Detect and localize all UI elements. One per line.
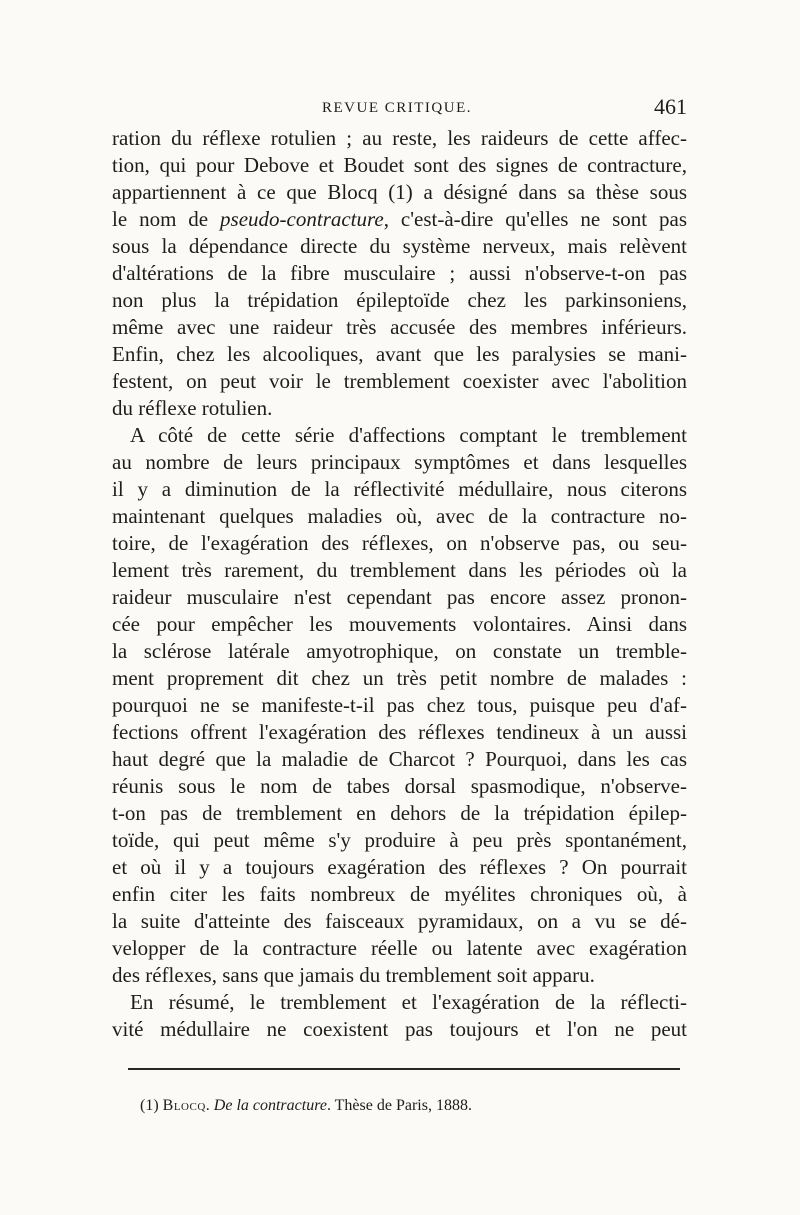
text-line: vité médullaire ne coexistent pas toujours et l'on ne peut [112,1017,687,1041]
footnote-marker: (1) [140,1097,163,1114]
text-line: maintenant quelques maladies où, avec de la contracture no- [112,504,687,528]
text-line: pourquoi ne se manifeste-t-il pas chez tous, puisque peu d'af- [112,693,687,717]
text-line: ration du réflexe rotulien ; au reste, les raideurs de cette affec- [112,126,687,150]
text-line: Enfin, chez les alcooliques, avant que les paralysies se mani- [112,342,687,366]
text-line: tion, qui pour Debove et Boudet sont des signes de contracture, [112,153,687,177]
text-line: lement très rarement, du tremblement dans les périodes où la [112,558,687,582]
text-line: A côté de cette série d'affections comptant le tremblement [130,423,687,447]
text-line: il y a diminution de la réflectivité médullaire, nous citerons [112,477,687,501]
text-line: non plus la trépidation épileptoïde chez les parkinsoniens, [112,288,687,312]
text-line: même avec une raideur très accusée des membres inférieurs. [112,315,687,339]
text-line: enfin citer les faits nombreux de myélites chroniques où, à [112,882,687,906]
footnote-title: De la contracture [213,1097,327,1114]
text-line [112,206,687,233]
text-line: haut degré que la maladie de Charcot ? Pourquoi, dans les cas [112,747,687,771]
text-line: des réflexes, sans que jamais du tremblement soit apparu. [112,963,595,987]
text-line: velopper de la contracture réelle ou latente avec exagération [112,936,687,960]
footnote-author: Blocq [162,1097,206,1114]
text-line: festent, on peut voir le tremblement coexister avec l'abolition [112,369,687,393]
text-line: toïde, qui peut même s'y produire à peu près spontanément, [112,828,687,852]
footnote-separator: . [205,1097,214,1114]
footnote-rule [128,1068,680,1070]
text-line: ment proprement dit chez un très petit nombre de malades : [112,666,687,690]
text-line: raideur musculaire n'est cependant pas encore assez pronon- [112,585,687,609]
text-line: la suite d'atteinte des faisceaux pyramidaux, on a vu se dé- [112,909,687,933]
footnote-details: . Thèse de Paris, 1888. [326,1097,472,1114]
italic-term: pseudo-contracture [220,207,384,231]
text-line: En résumé, le tremblement et l'exagération de la réflecti- [130,990,687,1014]
text-line: t-on pas de tremblement en dehors de la trépidation épilep- [112,801,687,825]
text-line: et où il y a toujours exagération des réflexes ? On pourrait [112,855,687,879]
text-line: toire, de l'exagération des réflexes, on n'observe pas, ou seu- [112,531,687,555]
page-number: 461 [654,94,687,119]
text-fragment: le nom de [112,207,221,231]
text-line: d'altérations de la fibre musculaire ; aussi n'observe-t-on pas [112,261,687,285]
text-line: appartiennent à ce que Blocq (1) a désigné dans sa thèse sous [112,180,687,204]
text-line: cée pour empêcher les mouvements volontaires. Ainsi dans [112,612,687,636]
text-line: la sclérose latérale amyotrophique, on constate un tremble- [112,639,687,663]
text-line: réunis sous le nom de tabes dorsal spasmodique, n'observe- [112,774,687,798]
text-line: fections offrent l'exagération des réflexes tendineux à un aussi [112,720,687,744]
text-line: du réflexe rotulien. [112,396,273,420]
footnote [140,1097,700,1115]
running-title: REVUE CRITIQUE. [322,100,472,116]
body-text [112,125,687,1043]
text-fragment: , c'est-à-dire qu'elles ne sont pas [383,207,688,231]
text-line: sous la dépendance directe du système nerveux, mais relèvent [112,234,687,258]
text-line: au nombre de leurs principaux symptômes et dans lesquelles [112,450,687,474]
